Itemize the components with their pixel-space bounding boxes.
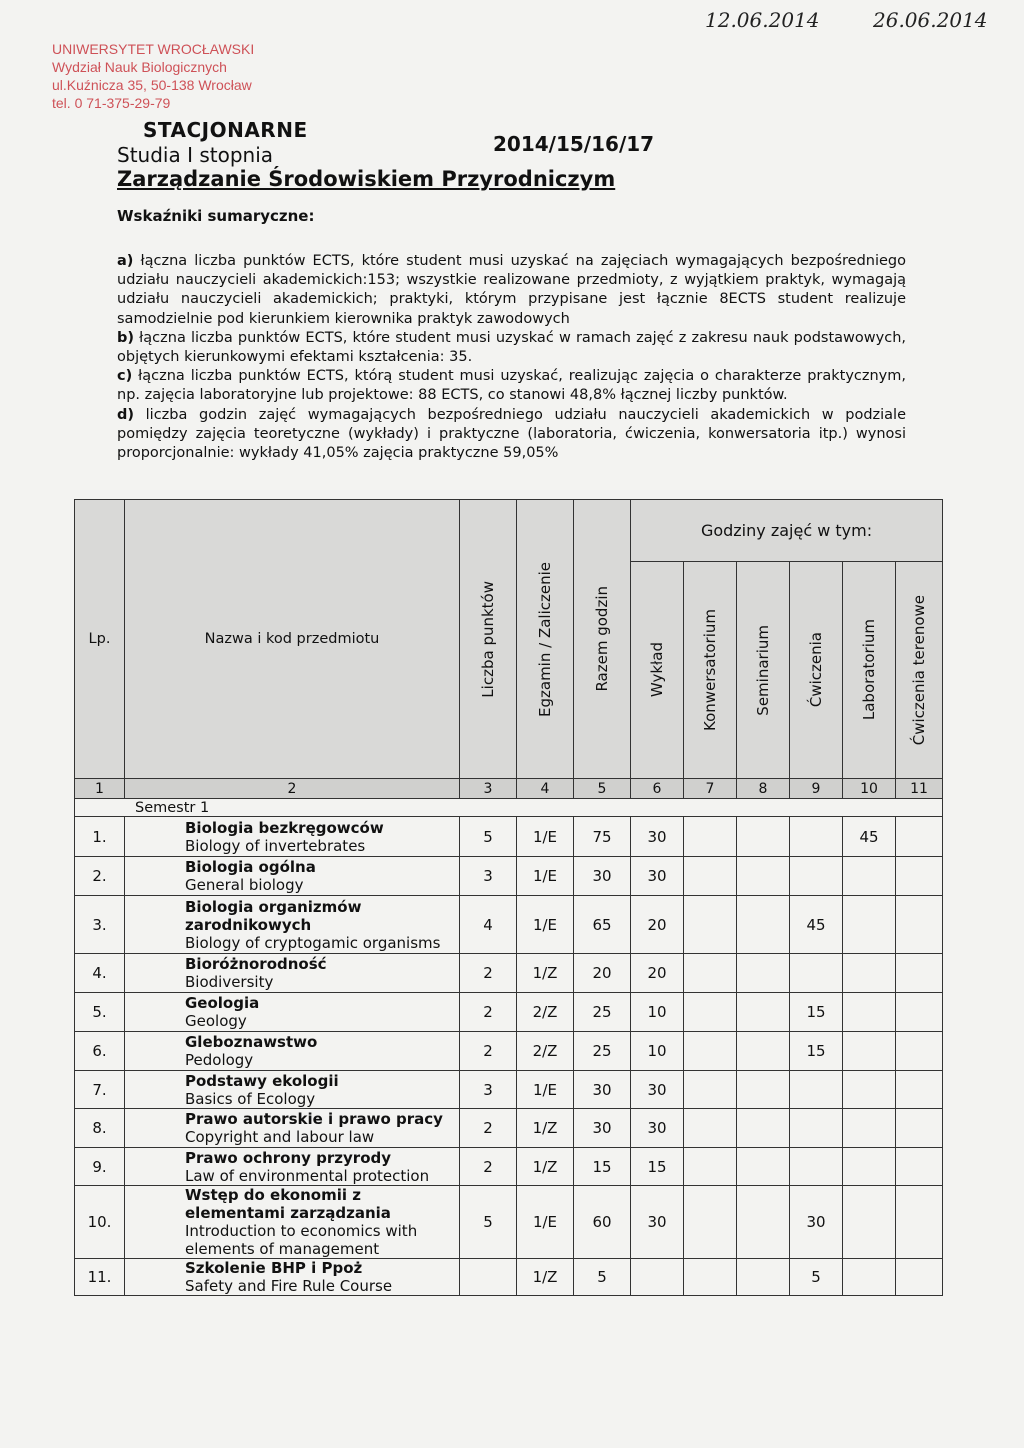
subject-rows — [75, 817, 943, 1296]
academic-years: 2014/15/16/17 — [493, 132, 655, 156]
subject-name-pl: Podstawy ekologii — [185, 1071, 339, 1090]
header-konw — [684, 562, 737, 779]
row-exam: 1/E — [517, 1186, 574, 1259]
row-lab — [843, 896, 896, 954]
row-lab — [843, 1259, 896, 1296]
subject-name-en: Safety and Fire Rule Course — [185, 1277, 393, 1295]
header-cw-label: Ćwiczenia — [807, 632, 825, 708]
column-number: 1 — [75, 779, 125, 799]
row-lab — [843, 1032, 896, 1071]
table-row — [75, 1032, 943, 1071]
row-lp: 1. — [75, 817, 125, 857]
row-sem — [737, 1109, 790, 1148]
row-wyklad: 20 — [631, 896, 684, 954]
header-wyklad-label: Wykład — [648, 642, 666, 698]
indicator-item — [117, 406, 906, 464]
column-number: 5 — [574, 779, 631, 799]
subject-name-pl: Biologia organizmów zarodnikowych — [185, 897, 362, 934]
subject-name-en: Geology — [185, 1012, 247, 1030]
row-subject-name — [125, 1071, 460, 1109]
row-lp: 2. — [75, 857, 125, 896]
row-total: 5 — [574, 1259, 631, 1296]
row-ects: 3 — [460, 1071, 517, 1109]
row-sem — [737, 1259, 790, 1296]
indicator-letter: a) — [117, 253, 134, 269]
row-total: 65 — [574, 896, 631, 954]
column-number: 2 — [125, 779, 460, 799]
row-cw — [790, 1071, 843, 1109]
row-teren — [896, 954, 943, 993]
subject-name-en: Introduction to economics with elements of management — [185, 1222, 418, 1258]
row-exam: 1/E — [517, 1071, 574, 1109]
table-row — [75, 1109, 943, 1148]
row-ects: 3 — [460, 857, 517, 896]
row-cw — [790, 857, 843, 896]
column-number: 7 — [684, 779, 737, 799]
subject-name-en: Biology of cryptogamic organisms — [185, 933, 441, 952]
row-ects: 5 — [460, 1186, 517, 1259]
row-sem — [737, 1071, 790, 1109]
column-number: 10 — [843, 779, 896, 799]
row-wyklad: 10 — [631, 993, 684, 1032]
indicator-letter: b) — [117, 329, 135, 346]
header-row-top — [75, 500, 943, 562]
table-row — [75, 1186, 943, 1259]
row-teren — [896, 896, 943, 954]
column-number: 9 — [790, 779, 843, 799]
table-row — [75, 1148, 943, 1186]
indicators-list — [117, 252, 906, 463]
row-subject-name — [125, 1186, 460, 1259]
row-lp: 8. — [75, 1109, 125, 1148]
indicator-letter: c) — [117, 368, 133, 385]
subject-name-pl: Gleboznawstwo — [185, 1033, 318, 1051]
row-subject-name — [125, 1148, 460, 1186]
row-lab — [843, 954, 896, 993]
row-wyklad: 30 — [631, 1109, 684, 1148]
indicator-text: łączna liczba punktów ECTS, które student musi uzyskać w ramach zajęć z zakresu nauk podstawowych, objętych kierunkowymi efektami kształcenia: 35. — [117, 329, 906, 366]
row-cw: 15 — [790, 993, 843, 1032]
row-total: 25 — [574, 1032, 631, 1071]
header-total — [574, 500, 631, 779]
row-exam: 1/E — [517, 817, 574, 857]
header-konw-label: Konwersatorium — [701, 609, 719, 731]
row-konw — [684, 993, 737, 1032]
stamp-line: tel. 0 71-375-29-79 — [52, 95, 171, 111]
row-lp: 6. — [75, 1032, 125, 1071]
row-lp: 5. — [75, 993, 125, 1032]
row-subject-name — [125, 1259, 460, 1296]
row-total: 60 — [574, 1186, 631, 1259]
row-wyklad — [631, 1259, 684, 1296]
header-sem-label: Seminarium — [754, 624, 772, 716]
header-lab-label: Laboratorium — [860, 619, 878, 721]
header-name: Nazwa i kod przedmiotu — [125, 500, 460, 779]
row-lp: 3. — [75, 896, 125, 954]
subject-name-pl: Bioróżnorodność — [185, 955, 327, 973]
row-ects: 2 — [460, 954, 517, 993]
subject-name-pl: Szkolenie BHP i Ppoż — [185, 1259, 363, 1277]
row-konw — [684, 1148, 737, 1186]
row-total: 30 — [574, 857, 631, 896]
row-konw — [684, 817, 737, 857]
row-konw — [684, 1259, 737, 1296]
header-group: Godziny zajęć w tym: — [631, 500, 943, 562]
row-lab — [843, 1186, 896, 1259]
row-teren — [896, 1186, 943, 1259]
row-teren — [896, 1259, 943, 1296]
row-exam: 2/Z — [517, 1032, 574, 1071]
row-wyklad: 15 — [631, 1148, 684, 1186]
handwritten-date-left: 12.06.2014 — [705, 8, 820, 32]
row-lab: 45 — [843, 817, 896, 857]
row-exam: 1/E — [517, 857, 574, 896]
stamp-line: UNIWERSYTET WROCŁAWSKI — [52, 41, 255, 57]
column-number: 4 — [517, 779, 574, 799]
row-teren — [896, 817, 943, 857]
row-sem — [737, 817, 790, 857]
row-lp: 11. — [75, 1259, 125, 1296]
subject-name-pl: Geologia — [185, 994, 260, 1012]
subject-name-pl: Biologia bezkręgowców — [185, 818, 384, 837]
row-sem — [737, 896, 790, 954]
row-teren — [896, 857, 943, 896]
table-row — [75, 1259, 943, 1296]
indicator-item — [117, 252, 906, 329]
row-exam: 1/Z — [517, 1109, 574, 1148]
header-teren — [896, 562, 943, 779]
indicator-item — [117, 329, 906, 367]
table-row — [75, 993, 943, 1032]
header-total-label: Razem godzin — [593, 586, 611, 692]
subject-name-en: General biology — [185, 876, 304, 894]
university-stamp — [52, 40, 254, 112]
row-cw — [790, 817, 843, 857]
row-lab — [843, 993, 896, 1032]
column-number: 8 — [737, 779, 790, 799]
row-konw — [684, 1186, 737, 1259]
row-total: 30 — [574, 1071, 631, 1109]
row-total: 30 — [574, 1109, 631, 1148]
row-cw: 15 — [790, 1032, 843, 1071]
column-number: 6 — [631, 779, 684, 799]
row-cw — [790, 1109, 843, 1148]
subject-name-pl: Wstęp do ekonomii z elementami zarządzania — [185, 1186, 391, 1222]
row-lp: 7. — [75, 1071, 125, 1109]
column-number: 11 — [896, 779, 943, 799]
study-level: Studia I stopnia — [117, 143, 274, 167]
indicator-text: liczba godzin zajęć wymagających bezpośredniego udziału nauczycieli akademickich w podziale pomiędzy zajęcia teoretyczne (wykłady) i praktyczne (laboratoria, ćwiczenia, konwersatoria itp.) wynosi proporcjonalnie: wykłady 41,05% zajęcia praktyczne 59,05% — [117, 406, 906, 462]
row-ects: 5 — [460, 817, 517, 857]
row-subject-name — [125, 896, 460, 954]
row-lp: 4. — [75, 954, 125, 993]
row-teren — [896, 1109, 943, 1148]
subject-name-en: Biology of invertebrates — [185, 836, 366, 855]
row-sem — [737, 954, 790, 993]
indicator-text: łączna liczba punktów ECTS, które student musi uzyskać na zajęciach wymagających bezpośredniego udziału nauczycieli akademickich:153; wszystkie realizowane przedmioty, z wyjątkiem praktyk, wymagają udziału nauczycieli akademickich; praktyki, którym przypisane jest łącznie 8ECTS student realizuje samodzielnie pod kierunkiem kierownika praktyk zawodowych — [117, 253, 907, 327]
row-subject-name — [125, 1032, 460, 1071]
row-teren — [896, 993, 943, 1032]
row-sem — [737, 993, 790, 1032]
indicator-text: łączna liczba punktów ECTS, którą student musi uzyskać, realizując zajęcia o charakterze praktycznym, np. zajęcia laboratoryjne lub projektowe: 88 ECTS, co stanowi 48,8% łącznej liczby punktów. — [117, 368, 906, 404]
row-cw: 45 — [790, 896, 843, 954]
row-wyklad: 30 — [631, 1186, 684, 1259]
row-sem — [737, 1186, 790, 1259]
row-exam: 1/E — [517, 896, 574, 954]
row-lab — [843, 857, 896, 896]
header-cw — [790, 562, 843, 779]
indicators-title: Wskaźniki sumaryczne: — [117, 207, 315, 225]
row-subject-name — [125, 857, 460, 896]
handwritten-date-right: 26.06.2014 — [873, 8, 988, 32]
header-ects — [460, 500, 517, 779]
row-exam: 2/Z — [517, 993, 574, 1032]
table-row — [75, 857, 943, 896]
row-lab — [843, 1071, 896, 1109]
table-row — [75, 896, 943, 954]
header-ects-label: Liczba punktów — [479, 580, 497, 698]
semester-label: Semestr 1 — [75, 799, 943, 817]
row-konw — [684, 857, 737, 896]
study-mode: STACJONARNE — [143, 118, 308, 142]
subject-name-pl: Biologia ogólna — [185, 858, 316, 876]
row-exam: 1/Z — [517, 954, 574, 993]
row-teren — [896, 1071, 943, 1109]
row-cw: 30 — [790, 1186, 843, 1259]
stamp-line: ul.Kuźnicza 35, 50-138 Wrocław — [52, 77, 252, 93]
row-subject-name — [125, 817, 460, 857]
row-wyklad: 20 — [631, 954, 684, 993]
table-row — [75, 1071, 943, 1109]
row-wyklad: 30 — [631, 1071, 684, 1109]
row-cw — [790, 1148, 843, 1186]
row-sem — [737, 857, 790, 896]
row-subject-name — [125, 954, 460, 993]
row-lp: 9. — [75, 1148, 125, 1186]
row-wyklad: 30 — [631, 857, 684, 896]
row-konw — [684, 1071, 737, 1109]
subject-name-en: Biodiversity — [185, 973, 274, 991]
subject-name-pl: Prawo ochrony przyrody — [185, 1148, 392, 1167]
row-total: 75 — [574, 817, 631, 857]
study-plan-table — [74, 499, 943, 1296]
row-lab — [843, 1109, 896, 1148]
row-ects — [460, 1259, 517, 1296]
table-row — [75, 817, 943, 857]
subject-name-en: Basics of Ecology — [185, 1089, 316, 1108]
row-subject-name — [125, 993, 460, 1032]
row-teren — [896, 1148, 943, 1186]
subject-name-pl: Prawo autorskie i prawo pracy — [185, 1110, 443, 1128]
row-konw — [684, 1109, 737, 1148]
header-sem — [737, 562, 790, 779]
row-exam: 1/Z — [517, 1148, 574, 1186]
row-wyklad: 10 — [631, 1032, 684, 1071]
row-cw: 5 — [790, 1259, 843, 1296]
header-exam-label: Egzamin / Zaliczenie — [536, 561, 554, 717]
subject-name-en: Pedology — [185, 1051, 254, 1069]
row-ects: 2 — [460, 993, 517, 1032]
indicator-letter: d) — [117, 406, 135, 423]
row-konw — [684, 896, 737, 954]
table-row — [75, 954, 943, 993]
row-exam: 1/Z — [517, 1259, 574, 1296]
row-subject-name — [125, 1109, 460, 1148]
header-teren-label: Ćwiczenia terenowe — [910, 594, 929, 746]
subject-name-en: Law of environmental protection — [185, 1166, 430, 1185]
row-teren — [896, 1032, 943, 1071]
row-ects: 2 — [460, 1109, 517, 1148]
column-number: 3 — [460, 779, 517, 799]
column-number-row — [75, 779, 943, 799]
row-konw — [684, 954, 737, 993]
row-wyklad: 30 — [631, 817, 684, 857]
row-lp: 10. — [75, 1186, 125, 1259]
header-lp: Lp. — [75, 500, 125, 779]
header-lab — [843, 562, 896, 779]
row-total: 15 — [574, 1148, 631, 1186]
row-total: 25 — [574, 993, 631, 1032]
semester-row — [75, 799, 943, 817]
row-total: 20 — [574, 954, 631, 993]
row-sem — [737, 1032, 790, 1071]
row-sem — [737, 1148, 790, 1186]
header-exam — [517, 500, 574, 779]
header-wyklad — [631, 562, 684, 779]
stamp-line: Wydział Nauk Biologicznych — [52, 59, 227, 75]
indicator-item — [117, 367, 906, 405]
row-lab — [843, 1148, 896, 1186]
subject-name-en: Copyright and labour law — [185, 1128, 375, 1146]
field-of-study: Zarządzanie Środowiskiem Przyrodniczym — [117, 167, 616, 191]
row-cw — [790, 954, 843, 993]
row-ects: 2 — [460, 1032, 517, 1071]
row-ects: 2 — [460, 1148, 517, 1186]
row-ects: 4 — [460, 896, 517, 954]
row-konw — [684, 1032, 737, 1071]
